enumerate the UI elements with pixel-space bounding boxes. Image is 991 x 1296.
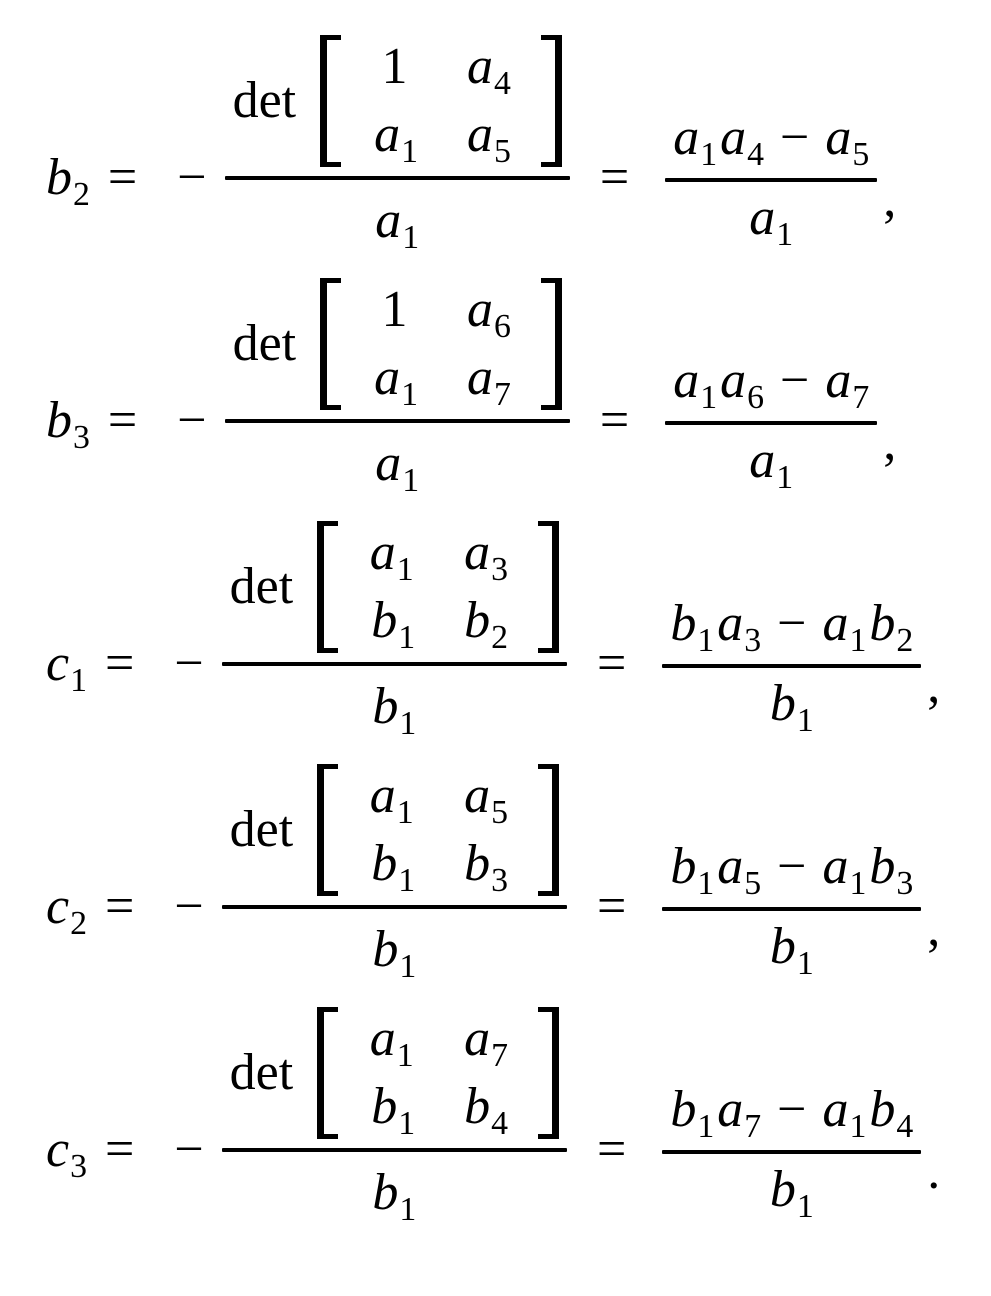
matrix-cells bbox=[338, 764, 538, 900]
matrix-cell bbox=[369, 1010, 414, 1075]
matrix-cells bbox=[341, 278, 541, 413]
matrix-cell bbox=[467, 37, 511, 102]
matrix bbox=[317, 1007, 559, 1143]
left-bracket-icon bbox=[320, 35, 341, 167]
subscript: 4 bbox=[491, 1105, 508, 1143]
fraction-denominator bbox=[769, 674, 814, 740]
matrix-cell bbox=[374, 348, 418, 413]
minus-sign: − bbox=[174, 1121, 204, 1179]
math-variable: a bbox=[749, 431, 776, 489]
matrix-cell bbox=[374, 105, 418, 170]
math-variable: a bbox=[464, 1010, 491, 1068]
subscript: 1 bbox=[398, 862, 416, 900]
fraction-bar bbox=[662, 907, 921, 911]
matrix-cell bbox=[371, 1078, 416, 1143]
matrix-cell bbox=[464, 767, 508, 832]
subscript: 1 bbox=[697, 865, 715, 903]
math-variable: 1 bbox=[381, 37, 408, 95]
subscript: 7 bbox=[744, 1108, 762, 1146]
numerator-token bbox=[673, 108, 718, 173]
subscript: 1 bbox=[849, 865, 867, 903]
fraction-bar bbox=[662, 664, 921, 668]
numerator-token bbox=[822, 838, 867, 903]
numerator-token bbox=[717, 838, 762, 903]
denominator-symbol bbox=[749, 431, 794, 496]
math-variable: b bbox=[769, 674, 796, 732]
matrix-cell bbox=[464, 1010, 508, 1075]
subscript: 6 bbox=[747, 378, 765, 416]
subscript: 1 bbox=[70, 662, 87, 700]
matrix-cell bbox=[464, 591, 508, 657]
math-variable: a bbox=[467, 37, 493, 95]
math-variable: b bbox=[46, 391, 72, 449]
result-fraction bbox=[665, 351, 877, 496]
math-variable: a bbox=[717, 838, 744, 896]
numerator-token bbox=[869, 594, 914, 660]
fraction-denominator bbox=[769, 1161, 814, 1226]
equation-b2 bbox=[0, 0, 991, 256]
fraction-numerator bbox=[225, 32, 570, 170]
minus-sign: − bbox=[174, 878, 204, 936]
fraction-numerator bbox=[665, 351, 877, 416]
numerator-token bbox=[869, 1081, 914, 1146]
math-variable: a bbox=[464, 523, 491, 581]
subscript: 3 bbox=[73, 418, 90, 456]
det-label: det bbox=[232, 314, 297, 372]
subscript: 3 bbox=[491, 551, 508, 589]
numerator-token bbox=[670, 594, 715, 660]
matrix-cell bbox=[467, 280, 511, 345]
math-variable: a bbox=[464, 767, 491, 825]
subscript: 4 bbox=[747, 135, 765, 173]
math-variable: b bbox=[371, 591, 398, 649]
denominator-symbol bbox=[769, 674, 814, 740]
subscript: 1 bbox=[399, 948, 417, 986]
matrix-cells bbox=[338, 521, 538, 657]
subscript: 7 bbox=[852, 378, 870, 416]
math-variable: b bbox=[371, 1078, 398, 1136]
subscript: 1 bbox=[700, 378, 718, 416]
det-label: det bbox=[229, 801, 294, 859]
result-fraction bbox=[662, 1081, 921, 1226]
fraction-numerator bbox=[662, 838, 921, 903]
math-variable: b bbox=[670, 594, 697, 652]
math-variable: b bbox=[670, 838, 697, 896]
equation-c3 bbox=[0, 973, 991, 1229]
matrix-cell bbox=[381, 37, 408, 95]
subscript: 1 bbox=[796, 1188, 814, 1226]
equals-sign: = bbox=[105, 1121, 135, 1179]
math-variable: b bbox=[372, 677, 399, 735]
lhs-symbol bbox=[46, 634, 87, 700]
matrix-cell bbox=[467, 105, 511, 170]
math-variable: b bbox=[464, 1078, 491, 1136]
minus-operator: − bbox=[777, 594, 807, 652]
matrix-cell bbox=[464, 835, 508, 900]
equals-sign: = bbox=[599, 391, 630, 449]
fraction-numerator bbox=[662, 594, 921, 660]
equals-sign: = bbox=[597, 1121, 627, 1179]
matrix bbox=[320, 35, 562, 170]
equation-b3 bbox=[0, 243, 991, 499]
subscript: 1 bbox=[399, 1191, 417, 1229]
numerator-token bbox=[822, 1081, 867, 1146]
fraction-bar bbox=[225, 419, 570, 423]
fraction-bar bbox=[662, 1150, 921, 1154]
subscript: 1 bbox=[401, 375, 418, 413]
math-variable: a bbox=[467, 105, 493, 163]
subscript: 1 bbox=[700, 135, 718, 173]
left-bracket-icon bbox=[317, 764, 338, 896]
minus-sign: − bbox=[174, 634, 204, 692]
math-variable: a bbox=[749, 188, 776, 246]
denominator-symbol bbox=[372, 1164, 417, 1229]
math-variable: a bbox=[673, 351, 700, 409]
numerator-token bbox=[869, 838, 914, 903]
subscript: 5 bbox=[491, 794, 508, 832]
subscript: 1 bbox=[396, 794, 414, 832]
fraction-numerator bbox=[222, 761, 567, 899]
numerator-token bbox=[720, 351, 765, 416]
math-variable: b bbox=[869, 838, 896, 896]
fraction-numerator bbox=[662, 1081, 921, 1146]
math-variable: b bbox=[464, 591, 491, 649]
minus-operator: − bbox=[780, 351, 810, 409]
math-variable: a bbox=[369, 1010, 396, 1068]
left-bracket-icon bbox=[320, 278, 341, 410]
matrix-cell bbox=[381, 280, 408, 338]
fraction-numerator bbox=[222, 1004, 567, 1142]
subscript: 3 bbox=[70, 1148, 87, 1186]
minus-operator: − bbox=[780, 108, 810, 166]
math-variable: a bbox=[369, 767, 396, 825]
equals-sign: = bbox=[599, 148, 630, 206]
denominator-symbol bbox=[372, 677, 417, 743]
denominator-symbol bbox=[375, 434, 420, 499]
det-label: det bbox=[232, 71, 297, 129]
subscript: 3 bbox=[491, 862, 508, 900]
math-variable: b bbox=[372, 921, 399, 979]
fraction-denominator bbox=[769, 918, 814, 983]
subscript: 7 bbox=[494, 375, 511, 413]
minus-sign: − bbox=[177, 391, 207, 449]
matrix-cell bbox=[464, 1078, 508, 1143]
math-variable: a bbox=[825, 108, 852, 166]
left-bracket-icon bbox=[317, 521, 338, 653]
math-variable: c bbox=[46, 634, 70, 692]
lhs-symbol bbox=[46, 148, 90, 213]
numerator-token bbox=[670, 838, 715, 903]
matrix bbox=[320, 278, 562, 413]
denominator-symbol bbox=[749, 188, 794, 253]
subscript: 2 bbox=[491, 619, 508, 657]
math-variable: a bbox=[467, 280, 493, 338]
subscript: 2 bbox=[896, 622, 914, 660]
subscript: 7 bbox=[491, 1037, 508, 1075]
right-bracket-icon bbox=[538, 1007, 559, 1139]
matrix bbox=[317, 764, 559, 900]
subscript: 1 bbox=[398, 1105, 416, 1143]
fraction-bar bbox=[665, 421, 877, 425]
math-variable: b bbox=[769, 1161, 796, 1219]
equals-sign: = bbox=[105, 634, 135, 692]
matrix-cell bbox=[371, 835, 416, 900]
numerator-token bbox=[825, 108, 870, 173]
numerator-token bbox=[825, 351, 870, 416]
lhs-symbol bbox=[46, 391, 90, 456]
math-variable: a bbox=[374, 105, 401, 163]
fraction-bar bbox=[225, 176, 570, 180]
numerator-token bbox=[670, 1081, 715, 1146]
equals-sign: = bbox=[597, 634, 627, 692]
lhs-symbol bbox=[46, 878, 87, 943]
right-bracket-icon bbox=[538, 521, 559, 653]
fraction-denominator bbox=[372, 1158, 416, 1296]
subscript: 4 bbox=[896, 1108, 914, 1146]
numerator-token bbox=[720, 108, 765, 173]
punctuation: , bbox=[927, 900, 941, 958]
fraction-denominator bbox=[749, 431, 794, 496]
numerator-token bbox=[717, 594, 762, 660]
subscript: 1 bbox=[399, 705, 417, 743]
fraction-bar bbox=[222, 662, 567, 666]
fraction-bar bbox=[665, 178, 877, 182]
denominator-symbol bbox=[375, 191, 420, 256]
equals-sign: = bbox=[107, 391, 138, 449]
equals-sign: = bbox=[105, 878, 135, 936]
math-variable: a bbox=[822, 1081, 849, 1139]
math-variable: a bbox=[822, 838, 849, 896]
numerator-token bbox=[673, 351, 718, 416]
math-variable: 1 bbox=[381, 280, 408, 338]
matrix-cells bbox=[341, 35, 541, 170]
subscript: 1 bbox=[776, 458, 794, 496]
math-variable: b bbox=[769, 918, 796, 976]
math-variable: b bbox=[869, 594, 896, 652]
matrix-cells bbox=[338, 1007, 538, 1143]
math-variable: b bbox=[670, 1081, 697, 1139]
subscript: 1 bbox=[849, 622, 867, 660]
subscript: 3 bbox=[896, 865, 914, 903]
matrix-cell bbox=[371, 591, 416, 657]
subscript: 1 bbox=[849, 1108, 867, 1146]
subscript: 1 bbox=[402, 461, 420, 499]
equation-c2 bbox=[0, 730, 991, 986]
math-variable: a bbox=[720, 351, 747, 409]
subscript: 3 bbox=[744, 622, 762, 660]
fraction-numerator bbox=[222, 518, 567, 656]
right-bracket-icon bbox=[541, 35, 562, 167]
right-bracket-icon bbox=[541, 278, 562, 410]
subscript: 2 bbox=[73, 175, 90, 213]
subscript: 1 bbox=[396, 551, 414, 589]
denominator-symbol bbox=[372, 921, 417, 986]
equals-sign: = bbox=[597, 878, 627, 936]
math-variable: a bbox=[374, 348, 401, 406]
result-fraction bbox=[662, 838, 921, 983]
subscript: 5 bbox=[852, 135, 870, 173]
subscript: 1 bbox=[396, 1037, 414, 1075]
punctuation: , bbox=[927, 656, 941, 714]
fraction-denominator bbox=[749, 188, 794, 253]
subscript: 6 bbox=[494, 307, 511, 345]
equals-sign: = bbox=[107, 148, 138, 206]
equation-c1 bbox=[0, 486, 991, 743]
math-variable: a bbox=[375, 434, 402, 492]
subscript: 1 bbox=[401, 132, 418, 170]
math-variable: b bbox=[371, 835, 398, 893]
matrix-cell bbox=[369, 767, 414, 832]
math-variable: a bbox=[467, 348, 493, 406]
matrix-cell bbox=[467, 348, 511, 413]
subscript: 1 bbox=[398, 619, 416, 657]
matrix-cell bbox=[369, 523, 414, 589]
fraction-bar bbox=[222, 905, 567, 909]
denominator-symbol bbox=[769, 1161, 814, 1226]
math-variable: c bbox=[46, 878, 70, 936]
subscript: 1 bbox=[697, 1108, 715, 1146]
math-variable: a bbox=[822, 594, 849, 652]
minus-operator: − bbox=[777, 838, 807, 896]
math-variable: a bbox=[375, 191, 402, 249]
right-bracket-icon bbox=[538, 764, 559, 896]
punctuation: , bbox=[883, 170, 897, 228]
fraction-numerator bbox=[225, 275, 570, 413]
math-variable: c bbox=[46, 1121, 70, 1179]
numerator-token bbox=[822, 594, 867, 660]
math-variable: a bbox=[825, 351, 852, 409]
fraction-bar bbox=[222, 1148, 567, 1152]
math-variable: a bbox=[369, 523, 396, 581]
subscript: 1 bbox=[402, 218, 420, 256]
lhs-symbol bbox=[46, 1121, 87, 1186]
matrix bbox=[317, 521, 559, 657]
subscript: 2 bbox=[70, 905, 87, 943]
punctuation: , bbox=[883, 413, 897, 471]
subscript: 5 bbox=[494, 132, 511, 170]
math-variable: b bbox=[869, 1081, 896, 1139]
math-variable: a bbox=[720, 108, 747, 166]
subscript: 1 bbox=[796, 702, 814, 740]
det-label: det bbox=[229, 1044, 294, 1102]
minus-sign: − bbox=[177, 148, 207, 206]
subscript: 1 bbox=[796, 945, 814, 983]
fraction-numerator bbox=[665, 108, 877, 173]
minus-operator: − bbox=[777, 1081, 807, 1139]
left-bracket-icon bbox=[317, 1007, 338, 1139]
numerator-token bbox=[717, 1081, 762, 1146]
math-variable: a bbox=[717, 1081, 744, 1139]
subscript: 4 bbox=[494, 64, 511, 102]
math-variable: a bbox=[673, 108, 700, 166]
math-variable: b bbox=[464, 835, 491, 893]
denominator-symbol bbox=[769, 918, 814, 983]
subscript: 5 bbox=[744, 865, 762, 903]
subscript: 1 bbox=[697, 622, 715, 660]
result-fraction bbox=[665, 108, 877, 253]
math-variable: b bbox=[46, 148, 72, 206]
det-label: det bbox=[229, 557, 294, 615]
math-variable: b bbox=[372, 1164, 399, 1222]
subscript: 1 bbox=[776, 215, 794, 253]
math-variable: a bbox=[717, 594, 744, 652]
punctuation: . bbox=[927, 1143, 941, 1201]
determinant-fraction bbox=[222, 1004, 567, 1296]
matrix-cell bbox=[464, 523, 508, 589]
result-fraction bbox=[662, 594, 921, 740]
